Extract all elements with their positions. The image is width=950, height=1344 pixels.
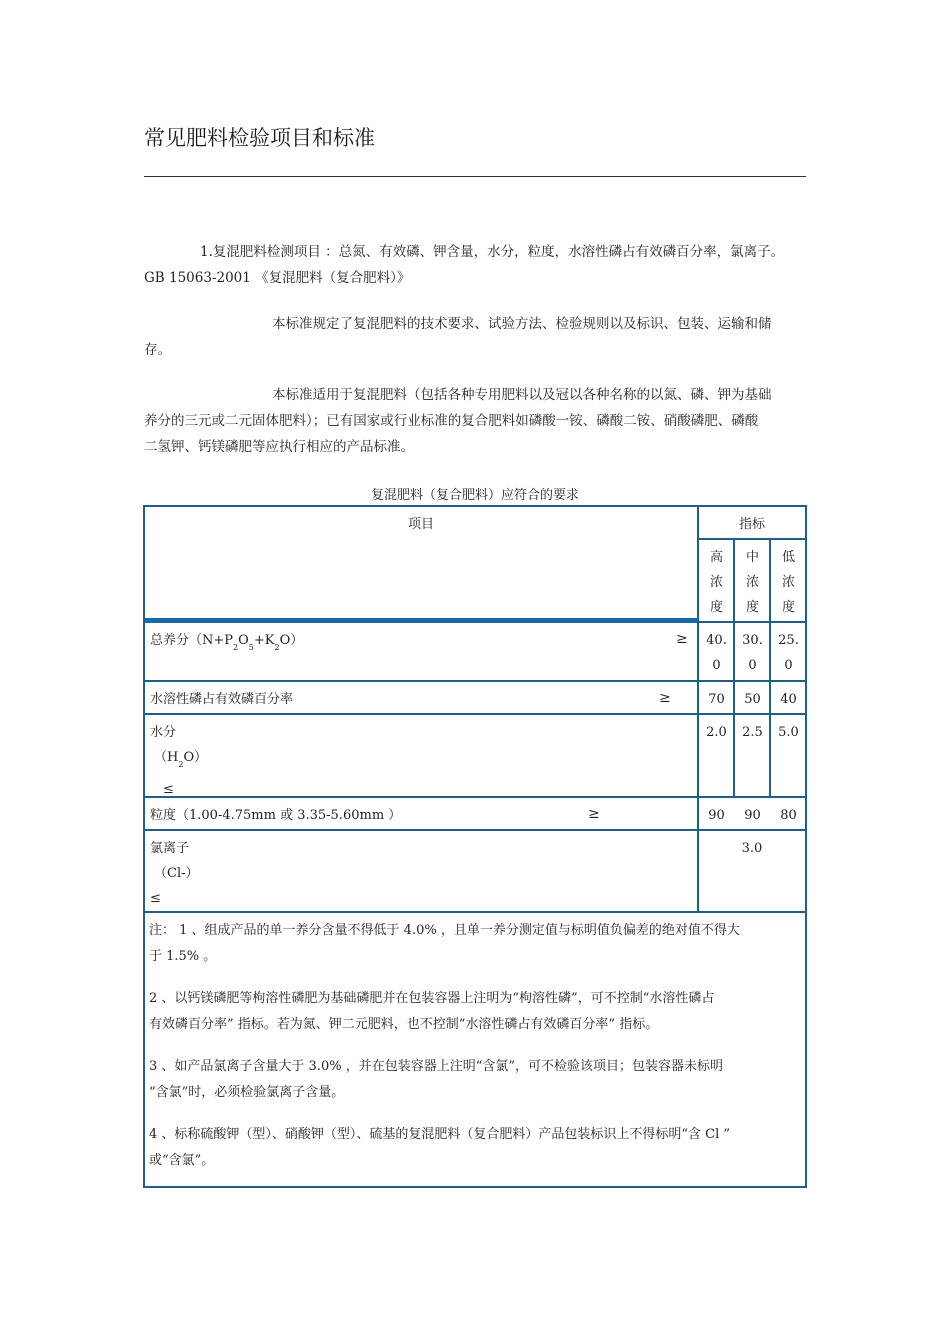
- paragraph-1-line-2: GB 15063-2001 《复混肥料（复合肥料）》: [144, 270, 411, 286]
- title-divider: [144, 176, 806, 177]
- table-border-left: [143, 505, 145, 1188]
- row-total-nutrient-mid: 30. 0: [742, 633, 763, 673]
- table-border-top: [143, 505, 807, 507]
- row-chloride-operator: ≤: [150, 891, 161, 906]
- paragraph-2: [144, 311, 808, 363]
- note-4-line-1: 4 、标称硫酸钾（型）、硝酸钾（型）、硫基的复混肥料（复合肥料）产品包装标识上不得标明“含 Cl ”: [149, 1127, 731, 1142]
- header-index: 指标: [738, 517, 765, 532]
- row-moisture-mid: 2.5: [742, 725, 763, 740]
- paragraph-3-line-1: 本标准适用于复混肥料（包括各种专用肥料以及冠以各种名称的以氮、磷、钾为基础: [272, 387, 772, 403]
- note-2-line-1: 2 、以钙镁磷肥等枸溶性磷肥为基础磷肥并在包装容器上注明为“枸溶性磷”，可不控制“水溶性磷占: [149, 991, 715, 1006]
- row-granularity-high: 90: [708, 808, 725, 823]
- table-line-row-5: [143, 911, 807, 913]
- row-granularity-operator: ≥: [588, 806, 600, 822]
- row-moisture-high: 2.0: [706, 725, 727, 740]
- table-line-row-1: [143, 680, 807, 682]
- header-low-concentration: 低 浓 度: [781, 550, 795, 615]
- row-moisture-label: 水分 $(H_2O)$ ≤: [150, 720, 207, 802]
- table-line-index-sub: [698, 538, 807, 540]
- row-chloride-value: 3.0: [741, 841, 763, 856]
- note-1-line-1: 注： 1 、组成产品的单一养分含量不得低于 4.0% ，且单一养分测定值与标明值负偏差的绝对值不得大: [149, 923, 740, 938]
- page-title: 常见肥料检验项目和标准: [144, 126, 375, 150]
- header-mid-concentration: 中 浓 度: [745, 550, 759, 615]
- row-granularity-label: 粒度（1.00-4.75mm 或 3.35-5.60mm ）: [150, 808, 402, 823]
- row-total-nutrient-low: 25. 0: [778, 633, 799, 673]
- header-item: 项目: [407, 517, 434, 532]
- note-3-line-2: “含氯”时，必须检验氯离子含量。: [149, 1085, 345, 1100]
- table-line-row-2: [143, 713, 807, 715]
- row-water-soluble-p-operator: ≥: [659, 690, 671, 706]
- row-water-soluble-p-low: 40: [780, 692, 797, 707]
- paragraph-2-line-1: 本标准规定了复混肥料的技术要求、试验方法、检验规则以及标识、包装、运输和储: [272, 316, 772, 332]
- row-total-nutrient-operator: ≥: [676, 631, 688, 647]
- row-moisture-low: 5.0: [778, 725, 799, 740]
- note-1-line-2: 于 1.5% 。: [149, 949, 217, 964]
- table-line-row-3: [143, 796, 807, 798]
- note-3-line-1: 3 、如产品氯离子含量大于 3.0% ，并在包装容器上注明“含氯”，可不检验该项目；包装容器未标明: [149, 1059, 723, 1074]
- paragraph-3-line-3: 二氢钾、钙镁磷肥等应执行相应的产品标准。: [144, 439, 414, 455]
- row-granularity-mid: 90: [744, 808, 761, 823]
- paragraph-2-line-2: 存。: [144, 342, 171, 358]
- row-water-soluble-p-high: 70: [708, 692, 725, 707]
- paragraph-3-line-2: 养分的三元或二元固体肥料）；已有国家或行业标准的复合肥料如磷酸一铵、磷酸二铵、硝酸磷肥、磷酸: [144, 413, 759, 429]
- table-notes: [149, 918, 805, 1174]
- row-moisture-operator: ≤: [163, 782, 174, 797]
- note-2-line-2: 有效磷百分率” 指标。若为氮、钾二元肥料，也不控制“水溶性磷占有效磷百分率” 指标。: [149, 1017, 659, 1032]
- row-chloride-label: 氯离子 （Cl-） ≤: [150, 836, 199, 911]
- row-granularity-low: 80: [780, 808, 797, 823]
- table-line-header-bottom: [698, 621, 807, 623]
- row-water-soluble-p-mid: 50: [744, 692, 761, 707]
- row-water-soluble-p-label: 水溶性磷占有效磷百分率: [150, 692, 294, 707]
- paragraph-1: [144, 239, 808, 291]
- table-border-bottom: [143, 1186, 807, 1188]
- row-total-nutrient-high: 40. 0: [706, 633, 727, 673]
- header-high-concentration: 高 浓 度: [709, 550, 723, 615]
- table-header-thick-rule: [143, 618, 698, 623]
- note-4-line-2: 或“含氯”。: [149, 1153, 215, 1168]
- paragraph-3: [144, 382, 808, 460]
- table-line-row-4: [143, 829, 807, 831]
- table-caption: 复混肥料（复合肥料）应符合的要求: [370, 488, 579, 503]
- row-total-nutrient-label: 总养分$(N+P_2O_5+K_2O)$: [150, 633, 304, 652]
- paragraph-1-line-1: 1.复混肥料检测项目 ：总氮、有效磷、钾含量，水分，粒度，水溶性磷占有效磷百分率，氯离子。: [200, 244, 785, 260]
